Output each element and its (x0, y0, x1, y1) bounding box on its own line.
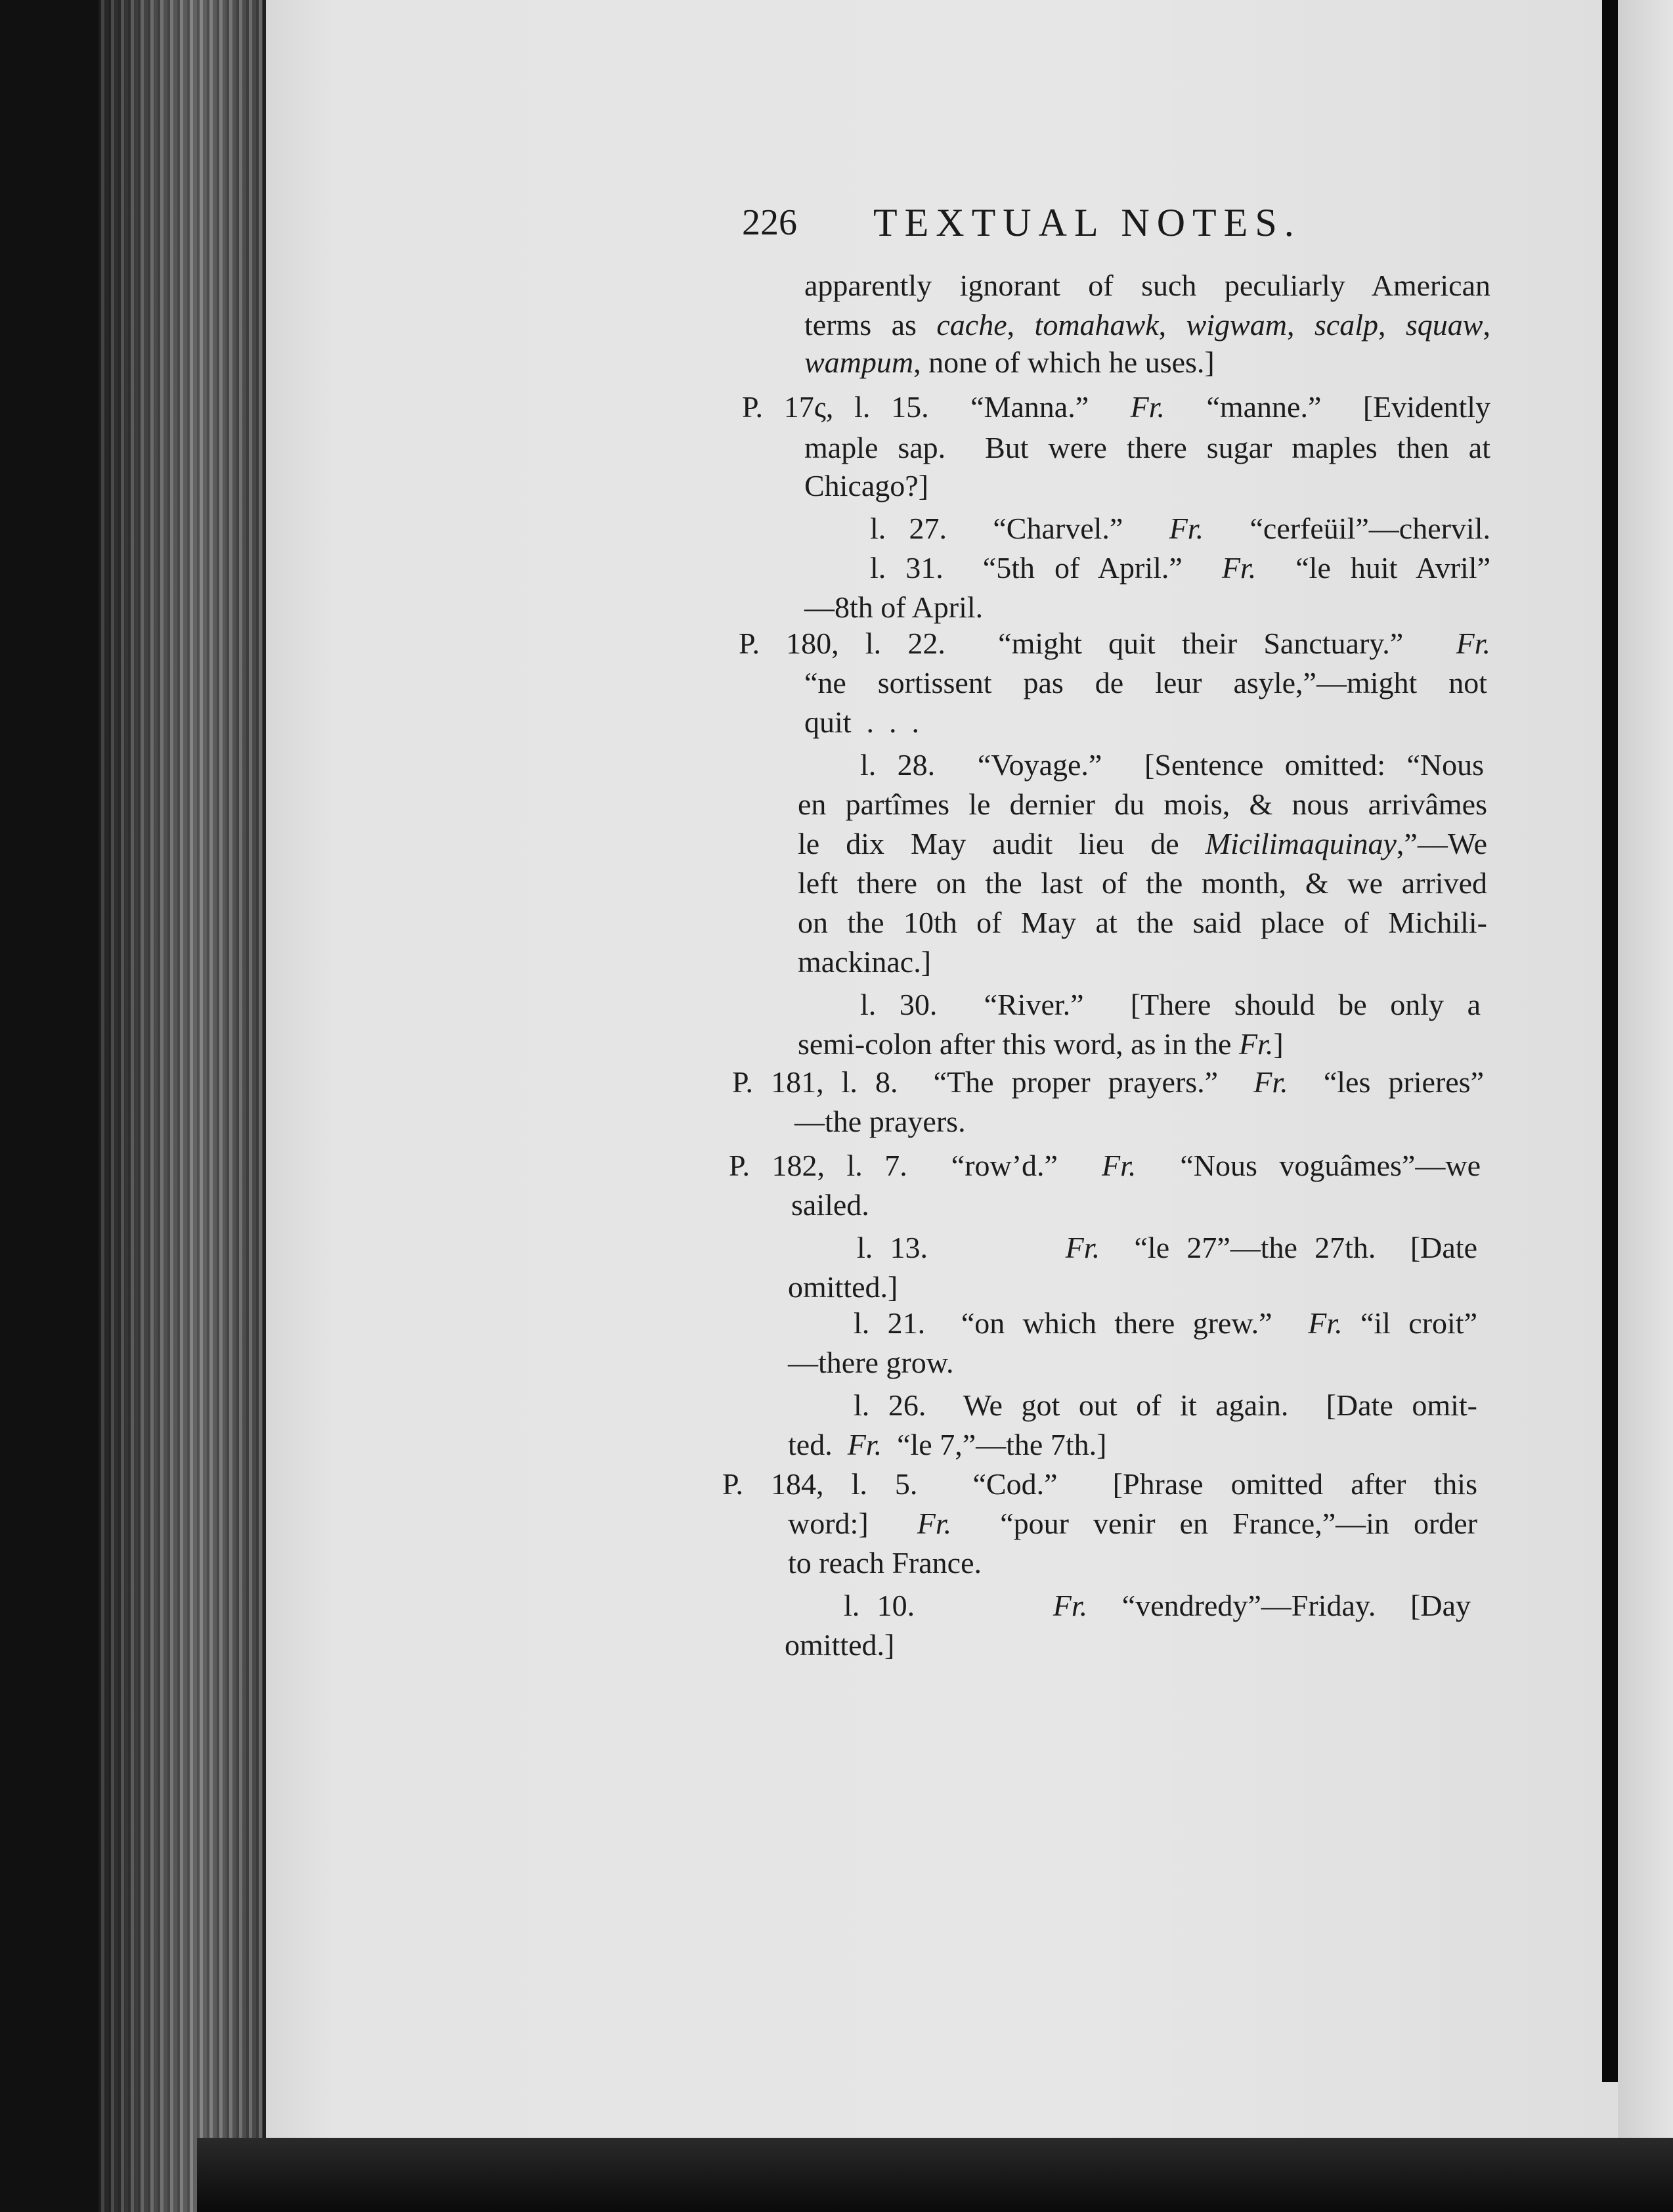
bottom-shadow (197, 2138, 1673, 2212)
text-line: wampum, none of which he uses.] (804, 345, 1215, 379)
text-line: l. 21. “on which there grew.” Fr. “il croit” (854, 1306, 1477, 1340)
text-line: semi-colon after this word, as in the Fr.] (798, 1027, 1284, 1061)
facing-page-edge (1618, 0, 1673, 2212)
text-line: l. 13. Fr. “le 27”—the 27th. [Date (857, 1231, 1477, 1264)
running-title: TEXTUAL NOTES. (873, 201, 1301, 244)
text-line: omitted.] (785, 1628, 895, 1662)
text-line: —the prayers. (794, 1105, 966, 1138)
text-line: l. 10. Fr. “vendredy”—Friday. [Day (844, 1589, 1471, 1622)
text-line: word:] Fr. “pour venir en France,”—in order (788, 1507, 1477, 1540)
text-line: l. 26. We got out of it again. [Date omit- (854, 1388, 1477, 1422)
text-line: P. 181, l. 8. “The proper prayers.” Fr. “les prieres” (732, 1065, 1484, 1099)
text-line: to reach France. (788, 1546, 982, 1580)
text-line: terms as cache, tomahawk, wigwam, scalp, squaw, (804, 308, 1490, 342)
page-number: 226 (742, 202, 797, 243)
text-line: P. 182, l. 7. “row’d.” Fr. “Nous voguâmes”—we (729, 1149, 1481, 1182)
text-line: —there grow. (788, 1346, 954, 1379)
text-line: P. 17ς, l. 15. “Manna.” Fr. “manne.” [Evidently (742, 390, 1490, 424)
text-line: on the 10th of May at the said place of Michili- (798, 906, 1487, 939)
text-line: P. 180, l. 22. “might quit their Sanctuary.” Fr. (739, 627, 1490, 660)
text-line: —8th of April. (804, 590, 984, 624)
text-line: en partîmes le dernier du mois, & nous arrivâmes (798, 787, 1487, 821)
text-line: l. 28. “Voyage.” [Sentence omitted: “Nous (860, 748, 1484, 782)
text-line: l. 31. “5th of April.” Fr. “le huit Avril” (870, 551, 1490, 585)
text-line: le dix May audit lieu de Micilimaquinay,”—We (798, 827, 1487, 860)
text-line: Chicago?] (804, 469, 929, 502)
text-line: maple sap. But were there sugar maples then at (804, 431, 1490, 464)
text-line: left there on the last of the month, & we arrived (798, 866, 1487, 900)
text-line: quit . . . (804, 705, 920, 739)
text-line: mackinac.] (798, 945, 932, 979)
page-header (742, 200, 1399, 259)
text-line: omitted.] (788, 1270, 898, 1304)
text-line: l. 30. “River.” [There should be only a (860, 988, 1481, 1021)
text-line: ted. Fr. “le 7,”—the 7th.] (788, 1428, 1107, 1461)
text-line: “ne sortissent pas de leur asyle,”—might not (804, 666, 1487, 699)
text-line: l. 27. “Charvel.” Fr. “cerfeüil”—chervil. (870, 512, 1490, 545)
text-line: apparently ignorant of such peculiarly American (804, 269, 1490, 302)
text-line: sailed. (791, 1188, 869, 1222)
text-line: P. 184, l. 5. “Cod.” [Phrase omitted after this (722, 1467, 1477, 1501)
page-gutter (1602, 0, 1618, 2082)
